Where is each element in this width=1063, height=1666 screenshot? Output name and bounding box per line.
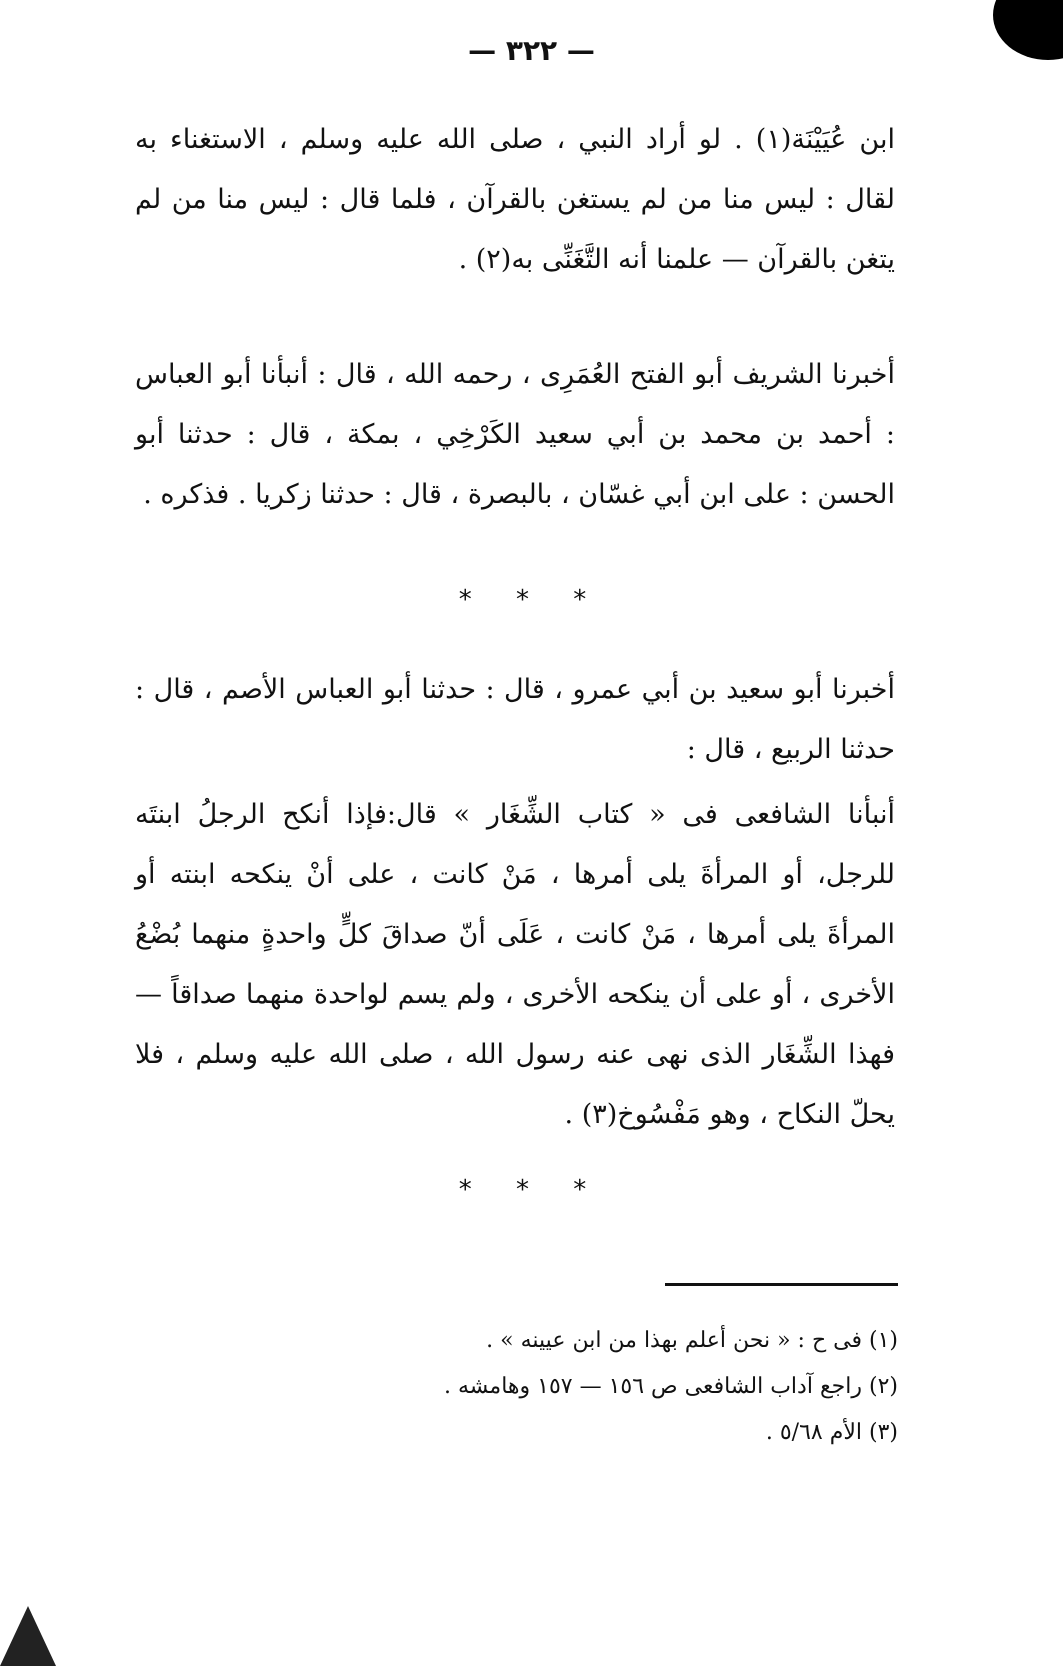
paragraph-ibn-uyaynah: ابن عُيَيْنَة(١) . لو أراد النبي ، صلى الله عليه وسلم ، الاستغناء به لقال : ليس منا من لم يستغن بالقرآن ، فلما قال : ليس منا من لم يتغن بالقرآن — علمنا أنه التَّغَنِّى به(٢) . [135, 124, 895, 275]
footnote-3: (٣) الأم ٥/٦٨ . [765, 1420, 898, 1445]
section-separator: * * * [458, 585, 605, 615]
paragraph-isnad-al-umari: أخبرنا الشريف أبو الفتح العُمَرِى ، رحمه الله ، قال : أنبأنا أبو العباس : أحمد بن محمد بن أبي سعيد الكَرْخِي ، بمكة ، قال : حدثنا أبو الحسن : على ابن أبي غسّان ، بالبصرة ، قال : حدثنا زكريا . فذكره . [135, 359, 895, 510]
footnotes [300, 1318, 898, 1456]
section-separator: * * * [458, 1175, 605, 1205]
footnote-divider [665, 1283, 898, 1286]
scan-corner-mark [0, 1606, 56, 1666]
paragraph-isnad-abu-said: أخبرنا أبو سعيد بن أبي عمرو ، قال : حدثنا أبو العباس الأصم ، قال : حدثنا الربيع ، قال : [135, 674, 895, 765]
page-number: — ٣٢٢ — [468, 34, 595, 67]
footnote-2: (٢) راجع آداب الشافعى ص ١٥٦ — ١٥٧ وهامشه . [444, 1374, 898, 1399]
footnote-1: (١) فى ح : « نحن أعلم بهذا من ابن عيينه » . [486, 1328, 898, 1353]
paragraph-kitab-al-shighar: أنبأنا الشافعى فى « كتاب الشِّغَار » قال:فإذا أنكح الرجلُ ابنتَه للرجل، أو المرأةَ يلى أمرها ، مَنْ كانت ، على أنْ ينكحه ابنته أو المرأةَ يلى أمرها ، مَنْ كانت ، عَلَى أنّ صداقَ كلٍّ واحدةٍ منهما بُضْعُ الأخرى ، أو على أن ينكحه الأخرى ، ولم يسم لواحدة منهما صداقاً — فهذا الشِّغَار الذى نهى عنه رسول الله ، صلى الله عليه وسلم ، فلا يحلّ النكاح ، وهو مَفْسُوخ(٣) . [135, 799, 895, 1130]
